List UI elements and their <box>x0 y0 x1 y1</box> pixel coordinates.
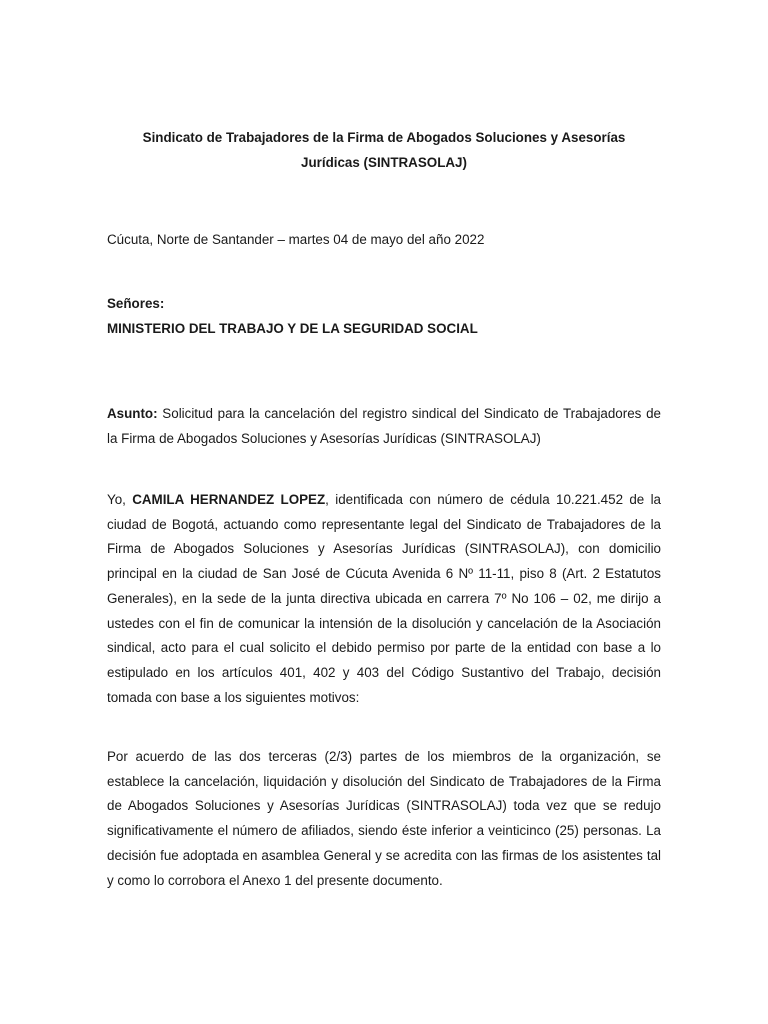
subject-label: Asunto: <box>107 406 158 421</box>
salutation: Señores: <box>107 296 165 311</box>
document-title <box>107 125 661 175</box>
place-date: Cúcuta, Norte de Santander – martes 04 de mayo del año 2022 <box>107 232 485 247</box>
subject-paragraph <box>107 402 661 451</box>
body1-text: , identificada con número de cédula 10.221.452 de la ciudad de Bogotá, actuando como representante legal del Sindicato de Trabajadores de la Firma de Abogados Soluciones y Asesorías Jurídicas (SINTRASOLAJ), con domicilio principal en la ciudad de San José de Cúcuta Avenida 6 Nº 11-11, piso 8 (Art. 2 Estatutos Generales), en la sede de la junta directiva ubicada en carrera 7º No 106 – 02, me dirijo a ustedes con el fin de comunicar la intensión de la disolución y cancelación de la Asociación sindical, acto para el cual solicito el debido permiso por parte de la entidad con base a lo estipulado en los artículos 401, 402 y 403 del Código Sustantivo del Trabajo, decisión tomada con base a los siguientes motivos: <box>107 492 662 705</box>
subject-text: Solicitud para la cancelación del registro sindical del Sindicato de Trabajadores de la Firma de Abogados Soluciones y Asesorías Jurídicas (SINTRASOLAJ) <box>107 406 661 446</box>
signatory-name: CAMILA HERNANDEZ LOPEZ <box>132 492 326 507</box>
body1-intro: Yo, <box>107 492 133 507</box>
title-line-1: Sindicato de Trabajadores de la Firma de Abogados Soluciones y Asesorías <box>142 130 626 145</box>
title-line-2: Jurídicas (SINTRASOLAJ) <box>301 155 467 170</box>
body-paragraph-2: Por acuerdo de las dos terceras (2/3) partes de los miembros de la organización, se establece la cancelación, liquidación y disolución del Sindicato de Trabajadores de la Firma de Abogados Soluciones y Asesorías Jurídicas (SINTRASOLAJ) toda vez que se redujo significativamente el número de afiliados, siendo éste inferior a veinticinco (25) personas. La decisión fue adoptada en asamblea General y se acredita con las firmas de los asistentes tal y como lo corrobora el Anexo 1 del presente documento. <box>107 749 661 888</box>
addressee: MINISTERIO DEL TRABAJO Y DE LA SEGURIDAD SOCIAL <box>107 321 478 336</box>
body-paragraph-1 <box>107 488 661 710</box>
